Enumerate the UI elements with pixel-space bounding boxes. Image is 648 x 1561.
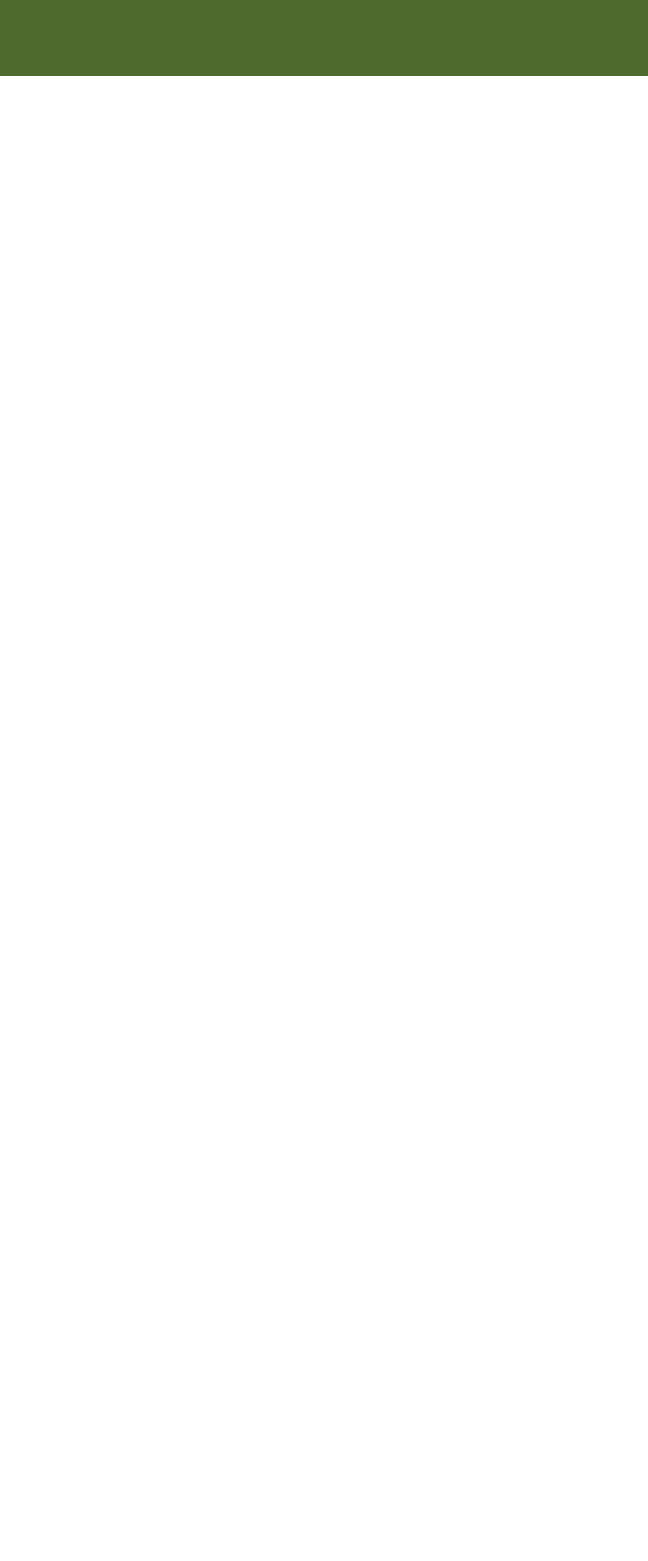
page-header [0, 0, 648, 76]
